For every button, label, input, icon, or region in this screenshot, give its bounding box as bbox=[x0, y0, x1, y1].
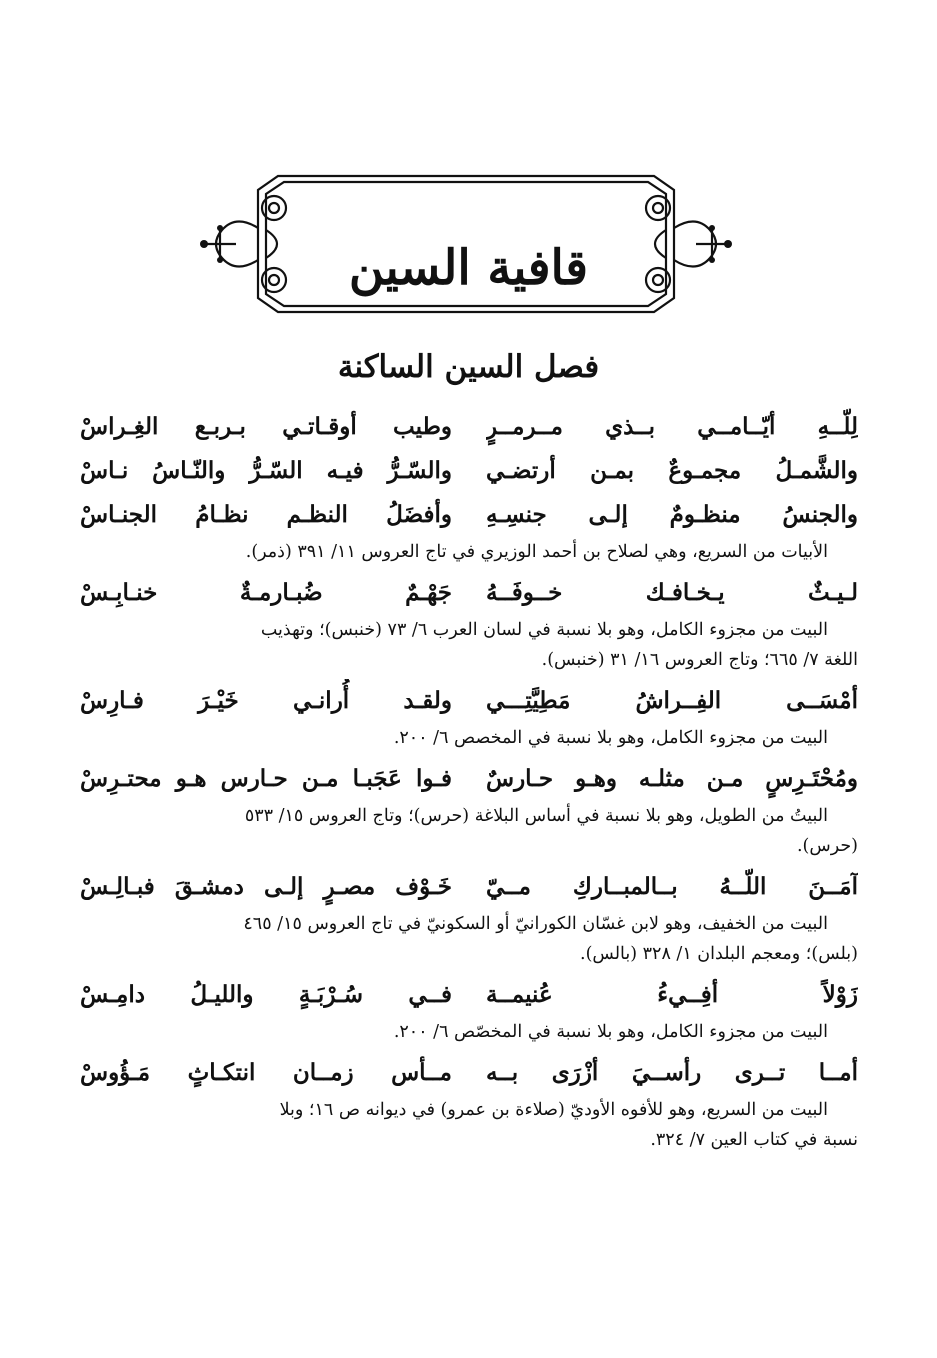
first-hemistich: والشَّمـلُ مجمـوعٌ بمـن أرتضـي bbox=[486, 457, 858, 484]
second-hemistich: وطيب أوقـاتـي بـربـع الغِـراسْ bbox=[80, 413, 452, 440]
poetry-entries bbox=[80, 405, 858, 1159]
second-hemistich: مــأس زمــان انتكـاثٍ مَـؤُوسْ bbox=[80, 1059, 452, 1086]
entry bbox=[80, 865, 858, 969]
footnote-line: البيت من مجزوء الكامل، وهو بلا نسبة في لسان العرب ٦/ ٧٣ (خنبس)؛ وتهذيب bbox=[260, 620, 828, 640]
footnote-line: البيتُ من الطويل، وهو بلا نسبة في أساس البلاغة (حرس)؛ وتاج العروس ١٥/ ٥٣٣ bbox=[244, 806, 828, 826]
second-hemistich: والسّـرُّ فيـه السّـرُّ والنّـاسُ نـاسْ bbox=[80, 457, 452, 484]
verse-line bbox=[80, 1051, 858, 1095]
second-hemistich: جَهْـمٌ ضُبـارمـةٌ خنـابِـسْ bbox=[80, 579, 452, 606]
verse-line bbox=[80, 973, 858, 1017]
footnote-line: الأبيات من السريع، وهي لصلاح بن أحمد الوزيري في تاج العروس ١١/ ٣٩١ (ذمر). bbox=[245, 542, 828, 562]
second-hemistich: ولقـد أُرانـي خَيْـرَ فـارِسْ bbox=[80, 687, 452, 714]
second-hemistich: وأفضَلُ النظـم نظـامُ الجنـاسْ bbox=[80, 501, 452, 528]
footnote-line: البيت من مجزوء الكامل، وهو بلا نسبة في المخصّص ٦/ ٢٠٠. bbox=[393, 1022, 828, 1042]
entry bbox=[80, 1051, 858, 1155]
footnote-line: (بلس)؛ ومعجم البلدان ١/ ٣٢٨ (بالس). bbox=[580, 944, 858, 964]
verse-line bbox=[80, 449, 858, 493]
entry bbox=[80, 405, 858, 567]
second-hemistich: فـوا عَجَبـا مـن حـارس هـو محتـرِسْ bbox=[80, 765, 452, 792]
first-hemistich: زَوْلاً أفِــيءُ عُنيمــة bbox=[486, 981, 858, 1008]
second-hemistich: فــي سُـرْبَـةٍ والليـلُ دامِـسْ bbox=[80, 981, 452, 1008]
verse-line bbox=[80, 865, 858, 909]
verse-line bbox=[80, 571, 858, 615]
second-hemistich: خَـوْف مصـرٍ إلـى دمشـقَ فبـالِـسْ bbox=[80, 873, 452, 900]
verse-line bbox=[80, 493, 858, 537]
footnote-line: اللغة ٧/ ٦٦٥؛ وتاج العروس ١٦/ ٣١ (خنبس). bbox=[541, 650, 858, 670]
entry bbox=[80, 571, 858, 675]
first-hemistich: لِلّــهِ أيّــامــي بــذي مــرمــرٍ bbox=[486, 413, 858, 440]
footnote-line: البيت من مجزوء الكامل، وهو بلا نسبة في المخصص ٦/ ٢٠٠. bbox=[393, 728, 828, 748]
first-hemistich: ومُحْتَـرِسٍ مـن مثلـه وهـو حـارسٌ bbox=[486, 765, 858, 792]
verse-line bbox=[80, 405, 858, 449]
footnote-line: البيت من السريع، وهو للأفوه الأوديّ (صلاءة بن عمرو) في ديوانه ص ١٦؛ وبلا bbox=[279, 1100, 828, 1120]
chapter-title: قافية السين bbox=[348, 240, 589, 296]
entry bbox=[80, 679, 858, 753]
section-title: فصل السين الساكنة bbox=[337, 349, 600, 385]
first-hemistich: أمْسَــى الفِــراشُ مَطِيَّتِـــي bbox=[486, 687, 858, 714]
footnote-line: نسبة في كتاب العين ٧/ ٣٢٤. bbox=[650, 1130, 858, 1150]
first-hemistich: لـيـثٌ يـخـافـك خــوفَــهُ bbox=[486, 579, 858, 606]
entry bbox=[80, 973, 858, 1047]
verse-line bbox=[80, 757, 858, 801]
verse-line bbox=[80, 679, 858, 723]
footnote-line: البيت من الخفيف، وهو لابن غسّان الكورانيّ أو السكونيّ في تاج العروس ١٥/ ٤٦٥ bbox=[243, 914, 828, 934]
first-hemistich: أمــا تــرى رأســيَ أزْرَى بــه bbox=[486, 1059, 858, 1086]
entry bbox=[80, 757, 858, 861]
first-hemistich: آمَــنَ اللّــهُ بــالمبــاركِ مــيّ bbox=[486, 873, 858, 900]
first-hemistich: والجنسُ منظـومٌ إلـى جنسِـهِ bbox=[486, 501, 858, 528]
footnote-line: (حرس). bbox=[796, 836, 858, 856]
